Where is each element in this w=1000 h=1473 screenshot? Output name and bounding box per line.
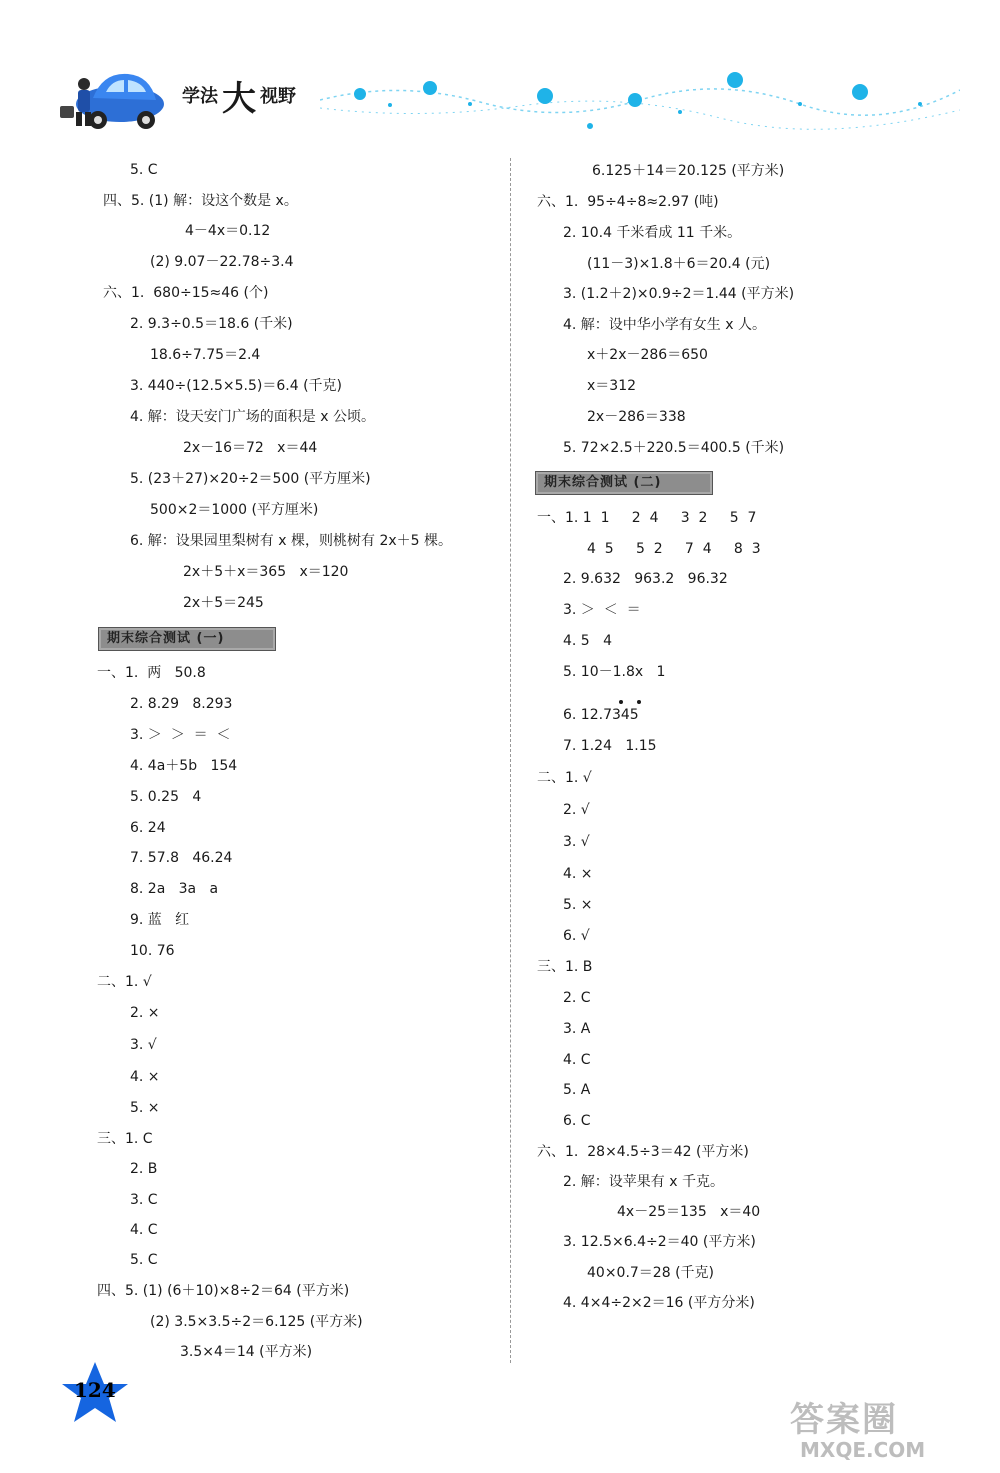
answer-line: 4x－25＝135 x＝40 xyxy=(617,1204,761,1220)
answer-line: 六、1. 680÷15≈46 (个) xyxy=(103,285,269,301)
watermark-url: MXQE.COM xyxy=(800,1438,926,1462)
answer-line: 3.5×4＝14 (平方米) xyxy=(180,1344,313,1360)
answer-line: 2. B xyxy=(130,1161,158,1177)
answer-line: 4. 4×4÷2×2＝16 (平方分米) xyxy=(563,1295,755,1311)
answer-line: 5. 72×2.5＋220.5＝400.5 (千米) xyxy=(563,440,785,456)
answer-line: 3. ＞ ＞ ＝ ＜ xyxy=(130,727,231,743)
answer-line: 6. 12.7345 xyxy=(563,707,639,723)
answer-line: 5. (23＋27)×20÷2＝500 (平方厘米) xyxy=(130,471,371,487)
watermark xyxy=(790,1400,990,1460)
answer-line: 2x－286＝338 xyxy=(587,409,686,425)
answer-line: 5. 10－1.8x 1 xyxy=(563,664,666,680)
answer-line: 6. 24 xyxy=(130,820,166,836)
answer-line: (11－3)×1.8＋6＝20.4 (元) xyxy=(587,256,771,272)
answer-line: 6. 解：设果园里梨树有 x 棵，则桃树有 2x＋5 棵。 xyxy=(130,533,452,549)
answer-line: 二、1. √ xyxy=(97,974,152,990)
answer-line: 5. × xyxy=(130,1100,160,1116)
answer-line: 5. C xyxy=(130,162,158,178)
column-divider xyxy=(510,158,511,1363)
answer-line: 2. 解：设苹果有 x 千克。 xyxy=(563,1174,724,1190)
answer-line: 5. 0.25 4 xyxy=(130,789,202,805)
section-banner-test-1: 期末综合测试 (一) xyxy=(98,627,276,651)
answer-line: 6. √ xyxy=(563,928,590,944)
answer-line: 一、1. 两 50.8 xyxy=(97,665,206,681)
answer-line: 4. C xyxy=(563,1052,591,1068)
answer-line: 3. (1.2＋2)×0.9÷2＝1.44 (平方米) xyxy=(563,286,795,302)
answer-line: 500×2＝1000 (平方厘米) xyxy=(150,502,319,518)
answer-line: 三、1. B xyxy=(537,959,593,975)
answer-line: 7. 57.8 46.24 xyxy=(130,850,233,866)
answer-line: 3. √ xyxy=(563,834,590,850)
answer-line: 六、1. 95÷4÷8≈2.97 (吨) xyxy=(537,194,719,210)
answer-line: 40×0.7＝28 (千克) xyxy=(587,1265,714,1281)
answer-line: 2. 9.632 963.2 96.32 xyxy=(563,571,728,587)
answer-line: 4. × xyxy=(563,866,593,882)
answer-line: 四、5. (1) 解：设这个数是 x。 xyxy=(103,193,298,209)
answer-line: 5. A xyxy=(563,1082,591,1098)
answer-line: 4. 4a＋5b 154 xyxy=(130,758,238,774)
answer-line: 2x＋5＋x＝365 x＝120 xyxy=(183,564,349,580)
answer-line: 4. 解：设天安门广场的面积是 x 公顷。 xyxy=(130,409,375,425)
answer-line: 5. C xyxy=(130,1252,158,1268)
answer-line: 6. C xyxy=(563,1113,591,1129)
answer-line: 2. √ xyxy=(563,802,590,818)
snowflake-border-decoration xyxy=(320,60,960,140)
brand-logo xyxy=(164,70,314,120)
brand-text-left: 学法 xyxy=(182,86,218,107)
answer-line: 4 5 5 2 7 4 8 3 xyxy=(587,541,761,557)
answer-line: 3. ＞ ＜ ＝ xyxy=(563,602,641,618)
answer-line: 4. 5 4 xyxy=(563,633,612,649)
answer-line: 2. C xyxy=(563,990,591,1006)
answer-line: 3. C xyxy=(130,1192,158,1208)
brand-text-big: 大 xyxy=(222,78,256,119)
answer-line: 2. 10.4 千米看成 11 千米。 xyxy=(563,225,742,241)
answer-line: 2. × xyxy=(130,1005,160,1021)
answer-line: 2x－16＝72 x＝44 xyxy=(183,440,318,456)
answer-line: 六、1. 28×4.5÷3＝42 (平方米) xyxy=(537,1144,749,1160)
answer-line: x＝312 xyxy=(587,378,637,394)
answer-line: (2) 9.07－22.78÷3.4 xyxy=(150,254,294,270)
brand-text-right: 视野 xyxy=(260,86,296,107)
answer-line: 5. × xyxy=(563,897,593,913)
car-icon xyxy=(58,62,168,132)
page-header xyxy=(0,0,1000,150)
answer-line: 三、1. C xyxy=(97,1131,153,1147)
answer-line: 3. 12.5×6.4÷2＝40 (平方米) xyxy=(563,1234,756,1250)
answer-line: 4－4x＝0.12 xyxy=(185,223,271,239)
answer-line: 2. 8.29 8.293 xyxy=(130,696,233,712)
answer-line: 2. 9.3÷0.5＝18.6 (千米) xyxy=(130,316,293,332)
answer-line: (2) 3.5×3.5÷2＝6.125 (平方米) xyxy=(150,1314,363,1330)
answer-line: 9. 蓝 红 xyxy=(130,912,190,928)
answer-line: 4. × xyxy=(130,1069,160,1085)
answer-line: 二、1. √ xyxy=(537,770,592,786)
answer-line: 4. C xyxy=(130,1222,158,1238)
answer-line: x＋2x－286＝650 xyxy=(587,347,708,363)
answer-line: 3. √ xyxy=(130,1037,157,1053)
answer-line: 4. 解：设中华小学有女生 x 人。 xyxy=(563,317,766,333)
answer-line: 10. 76 xyxy=(130,943,175,959)
repeating-decimal-dots xyxy=(615,698,645,706)
page-number: 124 xyxy=(74,1378,116,1402)
answer-line: 18.6÷7.75＝2.4 xyxy=(150,347,261,363)
section-banner-test-2: 期末综合测试 (二) xyxy=(535,471,713,495)
answer-line: 2x＋5＝245 xyxy=(183,595,264,611)
answer-line: 7. 1.24 1.15 xyxy=(563,738,657,754)
answer-line: 8. 2a 3a a xyxy=(130,881,219,897)
answer-line: 一、1. 1 1 2 4 3 2 5 7 xyxy=(537,510,757,526)
answer-line: 3. A xyxy=(563,1021,591,1037)
answer-line: 6.125＋14＝20.125 (平方米) xyxy=(592,163,785,179)
answer-line: 3. 440÷(12.5×5.5)＝6.4 (千克) xyxy=(130,378,342,394)
answer-line: 四、5. (1) (6＋10)×8÷2＝64 (平方米) xyxy=(97,1283,350,1299)
watermark-text: 答案圈 xyxy=(790,1400,898,1440)
